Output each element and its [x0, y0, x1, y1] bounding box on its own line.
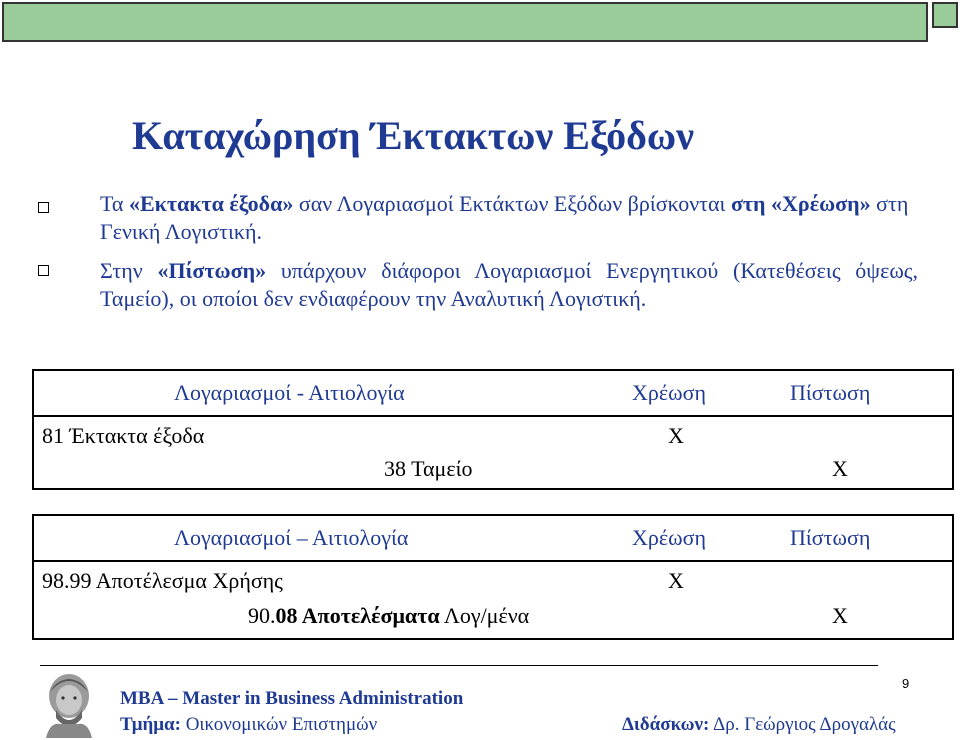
- bullet-text-1: [100, 190, 918, 246]
- code-pre: 90.: [248, 603, 276, 628]
- header-accounts: Λογαριασμοί - Αιτιολογία: [174, 380, 405, 405]
- row-account: 81 Έκτακτα έξοδα: [42, 423, 205, 448]
- header-debit: Χρέωση: [632, 525, 706, 550]
- row-account: 98.99 Αποτέλεσμα Χρήσης: [42, 568, 283, 593]
- header-debit: Χρέωση: [632, 380, 706, 405]
- table-header: [34, 516, 952, 562]
- row-credit: Χ: [832, 603, 848, 628]
- b2-bold1: «Πίστωση»: [157, 258, 267, 283]
- b1-pre: Τα: [100, 191, 129, 216]
- footer-teacher: [622, 714, 896, 736]
- footer-divider: [40, 665, 878, 666]
- row-account: 38 Ταμείο: [384, 456, 473, 481]
- bust-logo-icon: [38, 670, 100, 738]
- row-credit: Χ: [832, 456, 848, 481]
- b1-bold2: στη «Χρέωση»: [730, 191, 871, 216]
- b1-bold1: «Εκτακτα έξοδα»: [128, 191, 294, 216]
- code-bold: 08 Αποτελέσματα: [275, 603, 440, 628]
- b2-pre: Στην: [100, 258, 158, 283]
- b1-mid: σαν Λογαριασμοί Εκτάκτων Εξόδων βρίσκονται: [293, 191, 731, 216]
- page-title: Καταχώρηση Έκτακτων Εξόδων: [132, 113, 694, 158]
- header-credit: Πίστωση: [790, 380, 871, 405]
- bullet-square-icon: [38, 202, 49, 213]
- footer-dept: [120, 714, 377, 736]
- page-number: 9: [902, 676, 910, 691]
- dept-label: Τμήμα:: [120, 714, 181, 735]
- b1-post: στη Γενική Λογιστική.: [100, 191, 909, 244]
- corner-box: [932, 2, 958, 28]
- header-credit: Πίστωση: [790, 525, 871, 550]
- journal-table-2: [32, 514, 954, 640]
- footer-mba: MBA – Master in Business Administration: [120, 688, 464, 709]
- code-post: Λογ/μένα: [439, 603, 530, 628]
- journal-table-1: [32, 369, 954, 490]
- row-debit: Χ: [668, 423, 684, 448]
- row-debit: Χ: [668, 568, 684, 593]
- dept-value: Οικονομικών Επιστημών: [180, 714, 378, 735]
- bullet-text-2: [100, 257, 918, 313]
- teacher-label: Διδάσκων:: [622, 714, 710, 735]
- header-bar: [2, 2, 928, 42]
- b2-post: υπάρχουν διάφοροι Λογαριασμοί Ενεργητικού (Κατεθέσεις όψεως, Ταμείο), οι οποίοι δεν ενδιαφέρουν την Αναλυτική Λογιστική.: [100, 258, 919, 311]
- teacher-value: Δρ. Γεώργιος Δρογαλάς: [709, 714, 896, 735]
- table-header: [34, 371, 952, 417]
- row-account: [248, 603, 529, 629]
- bullet-square-icon: [38, 265, 49, 276]
- header-accounts: Λογαριασμοί – Αιτιολογία: [174, 525, 409, 550]
